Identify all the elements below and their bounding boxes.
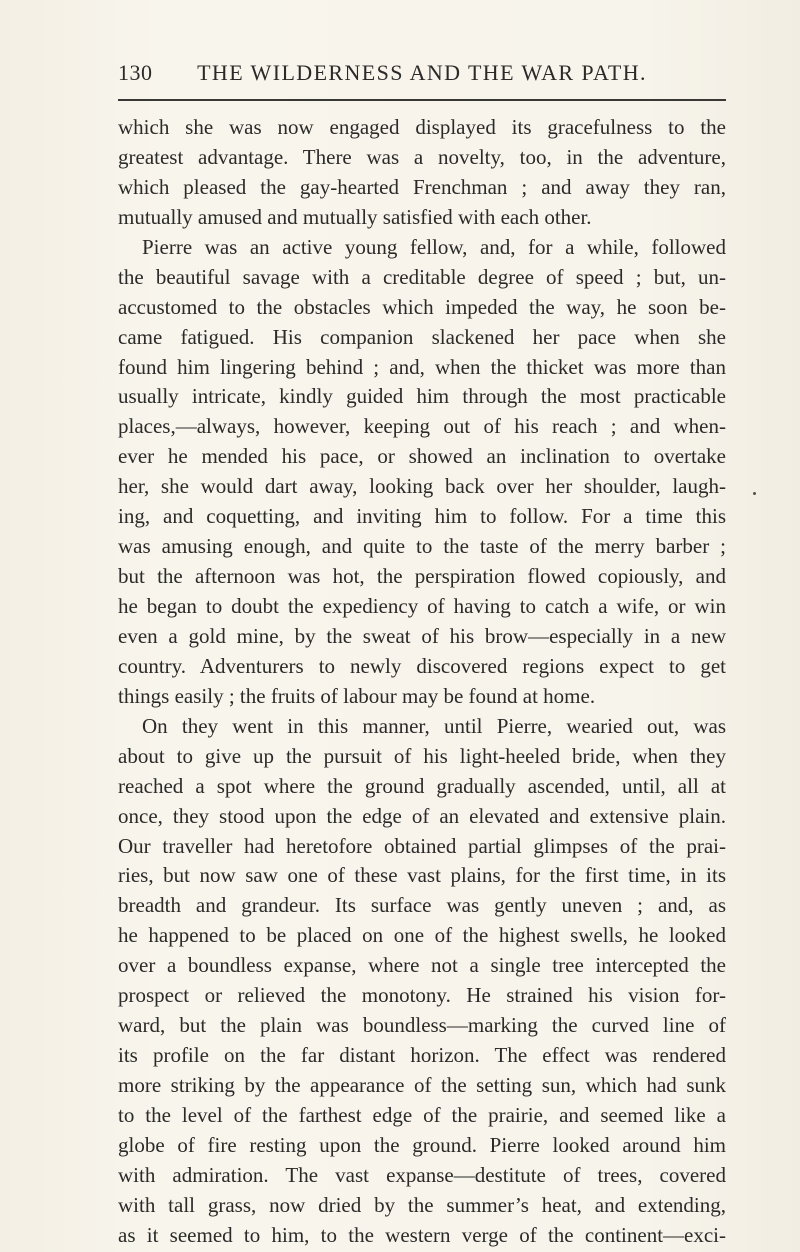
text-line: greatest advantage. There was a novelty, too, in the adventure,: [118, 144, 726, 169]
text-line: ing, and coquetting, and inviting him to follow. For a time this: [118, 504, 726, 529]
text-line: usually intricate, kindly guided him through the most practicable: [118, 384, 726, 409]
text-line: its profile on the far distant horizon. The effect was rendered: [118, 1043, 726, 1068]
text-line: globe of fire resting upon the ground. Pierre looked around him: [118, 1132, 726, 1157]
page-header: [118, 60, 726, 96]
text-line: found him lingering behind ; and, when the thicket was more than: [118, 354, 726, 379]
text-line: mutually amused and mutually satisfied with each other.: [118, 204, 592, 229]
text-line: which she was now engaged displayed its gracefulness to the: [118, 115, 726, 139]
text-line: as it seemed to him, to the western verge of the continent—exci-: [118, 1222, 726, 1247]
text-line: Pierre was an active young fellow, and, for a while, followed: [142, 234, 726, 259]
text-line: reached a spot where the ground gradually ascended, until, all at: [118, 773, 726, 798]
text-line: ries, but now saw one of these vast plains, for the first time, in its: [118, 863, 726, 888]
text-line: more striking by the appearance of the setting sun, which had sunk: [118, 1073, 726, 1097]
text-line: he began to doubt the expediency of having to catch a wife, or win: [118, 594, 726, 618]
text-line: he happened to be placed on one of the highest swells, he looked: [118, 923, 726, 948]
text-line: to the level of the farthest edge of the prairie, and seemed like a: [118, 1102, 726, 1127]
text-line: the beautiful savage with a creditable degree of speed ; but, un-: [118, 264, 726, 289]
text-line: Our traveller had heretofore obtained partial glimpses of the prai-: [118, 833, 726, 858]
header-rule: [118, 99, 726, 101]
text-line: once, they stood upon the edge of an elevated and extensive plain.: [118, 803, 726, 828]
text-line: places,—always, however, keeping out of his reach ; and when-: [118, 414, 726, 439]
text-line: breadth and grandeur. Its surface was gently uneven ; and, as: [118, 893, 726, 918]
text-line: with tall grass, now dried by the summer’s heat, and extending,: [118, 1192, 726, 1217]
text-line: On they went in this manner, until Pierre, wearied out, was: [142, 713, 726, 738]
text-line: ever he mended his pace, or showed an inclination to overtake: [118, 444, 726, 469]
body-text: [118, 113, 726, 1251]
text-line: with admiration. The vast expanse—destitute of trees, covered: [118, 1162, 726, 1187]
text-line: came fatigued. His companion slackened her pace when she: [118, 324, 726, 349]
text-line: but the afternoon was hot, the perspiration flowed copiously, and: [118, 564, 726, 589]
text-line: was amusing enough, and quite to the taste of the merry barber ;: [118, 534, 726, 559]
text-line: over a boundless expanse, where not a single tree intercepted the: [118, 953, 726, 978]
text-line: country. Adventurers to newly discovered regions expect to get: [118, 653, 726, 678]
text-line: ward, but the plain was boundless—marking the curved line of: [118, 1013, 726, 1038]
text-line: about to give up the pursuit of his light-heeled bride, when they: [118, 743, 726, 768]
running-title: THE WILDERNESS AND THE WAR PATH.: [197, 60, 647, 85]
page-number: 130: [118, 60, 153, 85]
text-line: things easily ; the fruits of labour may be found at home.: [118, 683, 596, 708]
text-line: her, she would dart away, looking back over her shoulder, laugh-: [118, 474, 726, 499]
text-line: prospect or relieved the monotony. He strained his vision for-: [118, 983, 726, 1008]
text-line: which pleased the gay-hearted Frenchman ; and away they ran,: [118, 174, 726, 199]
text-line: even a gold mine, by the sweat of his brow—especially in a new: [118, 623, 726, 648]
text-line: accustomed to the obstacles which impeded the way, he soon be-: [118, 294, 726, 319]
paper-speck: [753, 492, 756, 495]
